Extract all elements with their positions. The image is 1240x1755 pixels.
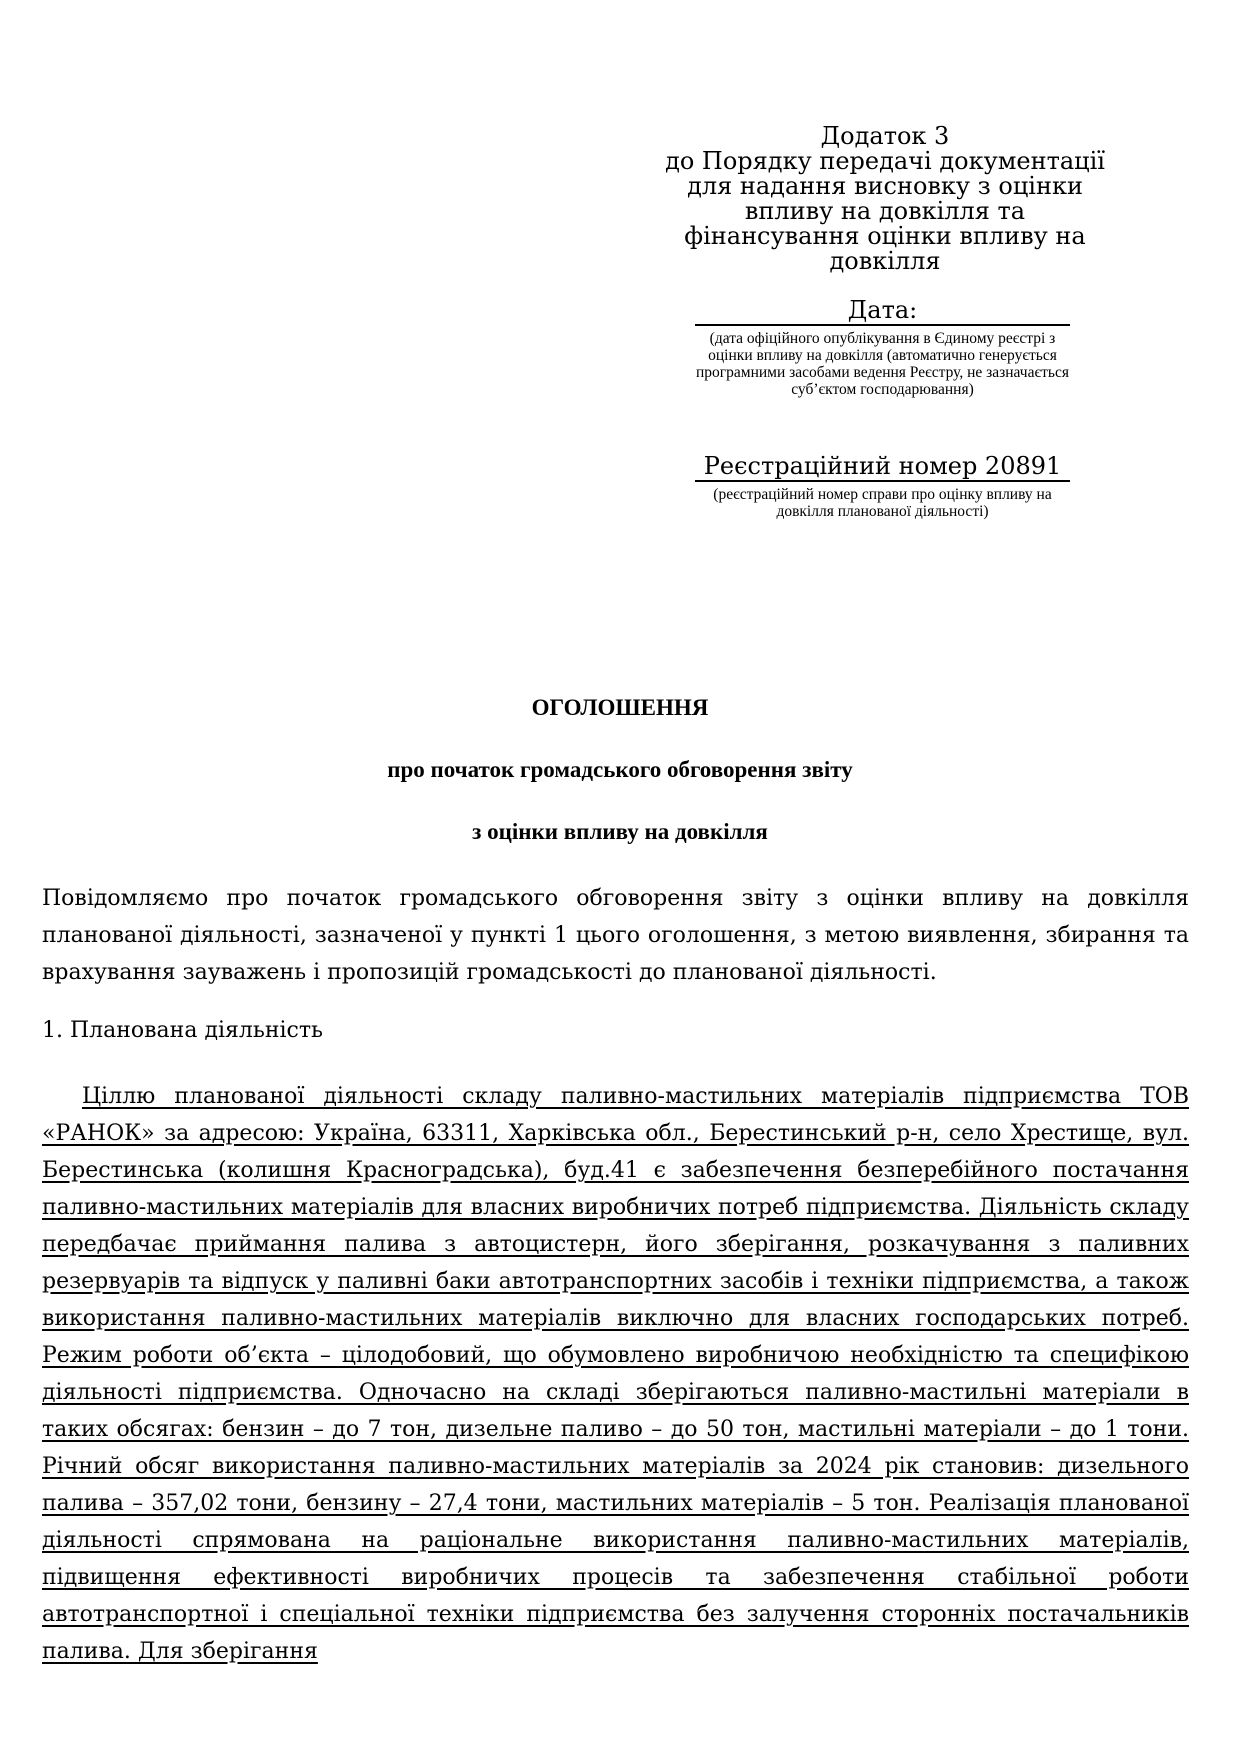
publication-date-label: Дата:: [695, 296, 1070, 326]
registration-number-note: (реєстраційний номер справи про оцінку впливу на довкілля планованої діяльності): [713, 486, 1052, 520]
document-title: ОГОЛОШЕННЯ: [531, 695, 709, 720]
section-1-text: Ціллю планованої діяльності складу паливно-мастильних матеріалів підприємства ТОВ «РАНОК» за адресою: Україна, 63311, Харківська обл., Берестинський р-н, село Хрестище, вул. Берестинська (колишня Красноградська), буд.41 є забезпечення безперебійного постачання паливно-мастильних матеріалів для власних виробничих потреб підприємства. Діяльність складу передбачає приймання палива з автоцистерн, його зберігання, розкачування з паливних резервуарів та відпуск у паливні баки автотранспортних засобів і техніки підприємства, а також використання паливно-мастильних матеріалів виключно для власних господарських потреб. Режим роботи об’єкта – цілодобовий, що обумовлено виробничою необхідністю та специфікою діяльності підприємства. Одночасно на складі зберігаються паливно-мастильні матеріали в таких обсягах: бензин – до 7 тон, дизельне паливо – до 50 тон, мастильні матеріали – до 1 тони. Річний обсяг використання паливно-мастильних матеріалів за 2024 рік становив: дизельного палива – 357,02 тони, бензину – 27,4 тони, мастильних матеріалів – 5 тон. Реалізація планованої діяльності спрямована на раціональне використання паливно-мастильних матеріалів, підвищення ефективності виробничих процесів та забезпечення стабільної роботи автотранспортної і спеціальної техніки підприємства без залучення сторонніх постачальників палива. Для зберігання: [42, 1084, 1189, 1664]
appendix-header: [650, 124, 1120, 274]
appendix-line: до Порядку передачі документації: [665, 147, 1105, 175]
document-subtitle-line-2: з оцінки впливу на довкілля: [472, 819, 768, 844]
appendix-line: Додаток 3: [820, 122, 950, 150]
appendix-line: впливу на довкілля та: [744, 197, 1026, 225]
intro-paragraph: Повідомляємо про початок громадського обговорення звіту з оцінки впливу на довкілля планованої діяльності, зазначеної у пункті 1 цього оголошення, з метою виявлення, збирання та врахування зауважень і пропозицій громадськості до планованої діяльності.: [42, 886, 1189, 985]
registration-number-block: [695, 452, 1070, 520]
publication-date-note: (дата офіційного опублікування в Єдиному реєстрі з оцінки впливу на довкілля (автоматично генерується програмними засобами ведення Реєстру, не зазначається суб’єктом господарювання): [696, 330, 1069, 398]
appendix-line: фінансування оцінки впливу на: [684, 222, 1086, 250]
document-subtitle-line-1: про початок громадського обговорення звіту: [387, 757, 853, 782]
section-1-body: [42, 1078, 1189, 1670]
section-1-title: 1. Планована діяльність: [42, 1018, 324, 1043]
appendix-line: довкілля: [829, 247, 941, 275]
publication-date-block: [695, 296, 1070, 398]
registration-number: Реєстраційний номер 20891: [695, 452, 1070, 482]
appendix-line: для надання висновку з оцінки: [687, 172, 1083, 200]
